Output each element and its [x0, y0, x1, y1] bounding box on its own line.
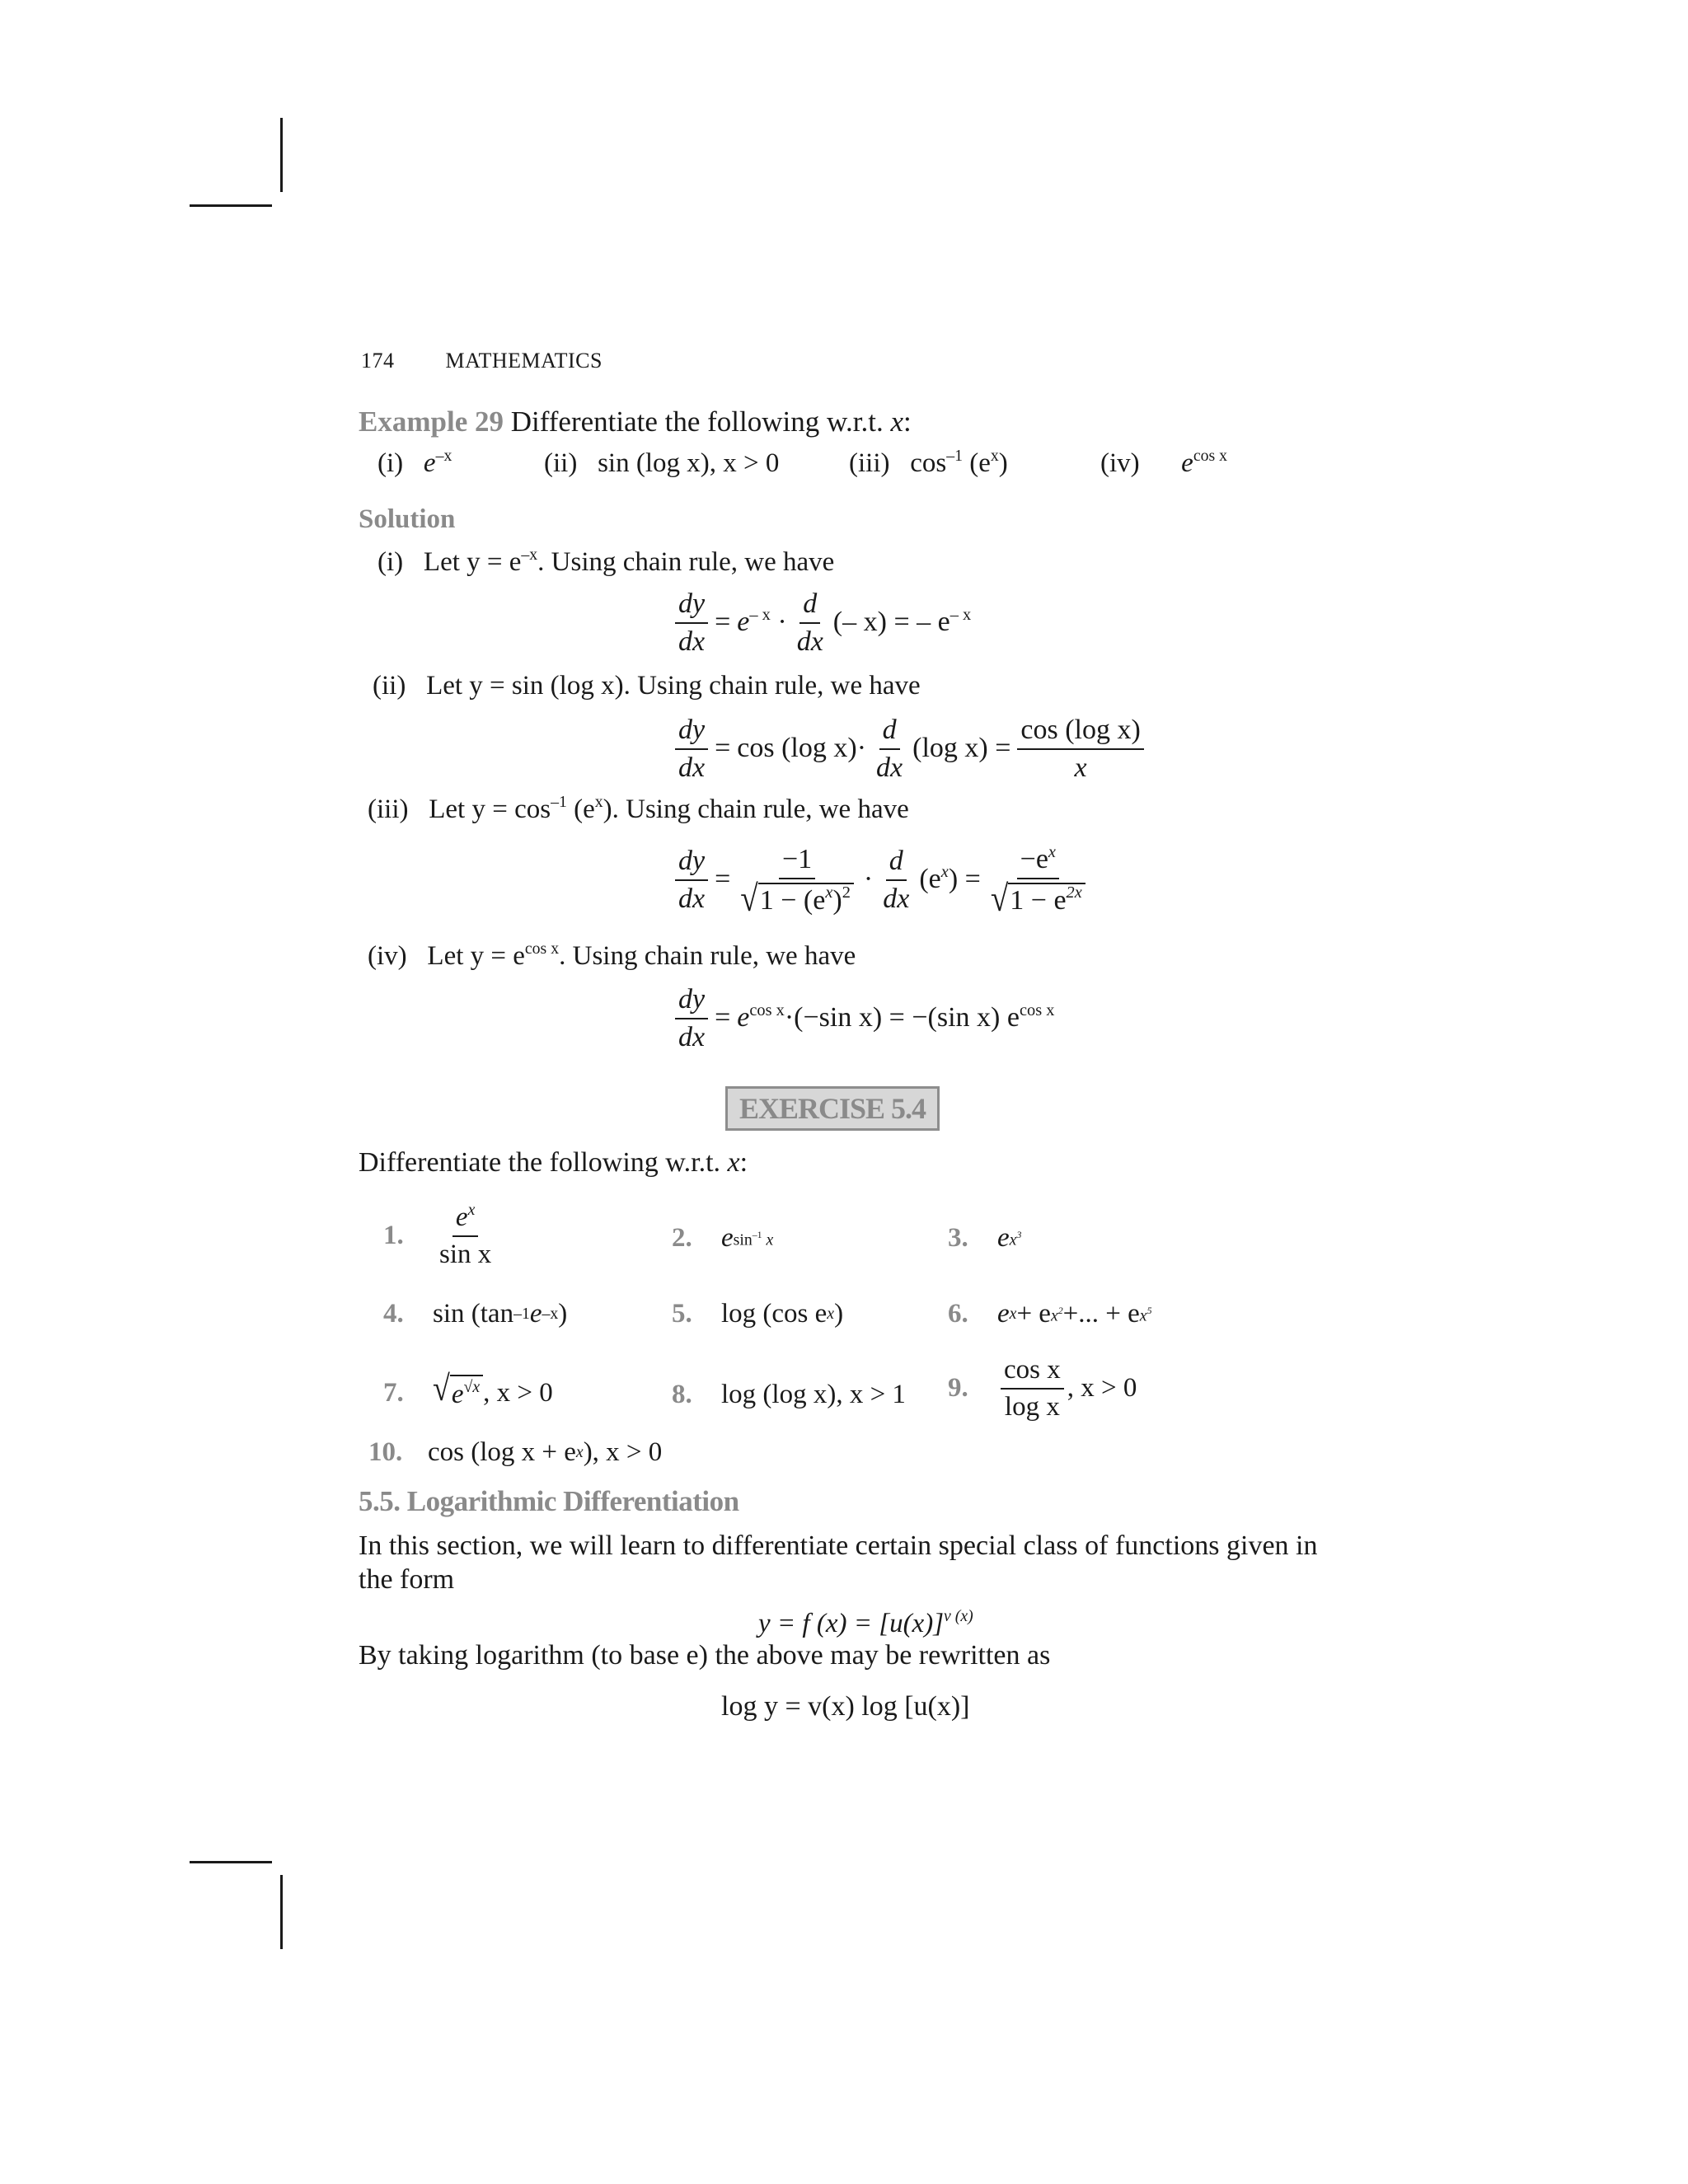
- example-part-3: (iii) $\cos^{-1} (e^x)$: [849, 447, 1008, 478]
- example-part-2: (ii) sin (log x), x > 0: [544, 448, 780, 478]
- equation-1: $\frac{dy}{dx}$ = $e^{- x}$ · $\frac{d}{dx}$ (– x) = – $e^{- x}$: [672, 589, 974, 656]
- example-label: Example 29: [359, 405, 504, 438]
- example-part-4: (iv) $e^{cos x}$: [1100, 447, 1228, 478]
- exercise-item-5: 5. log (cos e $^x$ ): [672, 1299, 844, 1329]
- equation-2: $\frac{dy}{dx}$ = cos (log x)· $\frac{d}{dx}$ (log x) = $\frac{\text{cos (log x)}}{x}$: [672, 715, 1147, 782]
- equation-3: $\frac{dy}{dx}$ = −1 √ $1 - (e^x)^2$ · $\frac{d}{dx}$ $(e^x)$ = $-e^x$ √ $1 - e^{2x}$: [672, 845, 1092, 915]
- example-part-1: (i) $e^{-x}$: [377, 447, 452, 478]
- section-paragraph-2: By taking logarithm (to base e) the above may be rewritten as: [359, 1640, 1051, 1671]
- solution-step-4: (iv) Let $y = e^{cos x}$. Using chain rule, we have: [368, 940, 856, 971]
- exercise-title: EXERCISE 5.4: [725, 1086, 940, 1131]
- solution-step-3: (iii) Let $y = \cos^{-1} (e^x)$. Using chain rule, we have: [368, 793, 909, 824]
- exercise-item-7: 7. √ $e^{√x}$ , x > 0: [383, 1375, 553, 1412]
- crop-mark-top-vertical: [280, 118, 283, 192]
- section-equation-2: log y = v(x) log [u(x)]: [721, 1691, 970, 1722]
- example-prompt: Differentiate the following w.r.t.: [510, 405, 884, 438]
- exercise-item-6: 6. e $^x$ + e $^{x^2}$ +... + e $^{x^5}$: [948, 1299, 1152, 1329]
- crop-mark-top-horizontal: [190, 204, 272, 207]
- solution-step-2: (ii) Let y = sin (log x). Using chain rule, we have: [373, 671, 921, 701]
- exercise-item-8: 8. log (log x), x > 1: [672, 1380, 906, 1409]
- page-header: [361, 348, 603, 375]
- book-title: MATHEMATICS: [445, 349, 603, 373]
- exercise-item-10: 10. cos (log x + e $^x$ ), x > 0: [368, 1437, 663, 1467]
- exercise-item-9: 9. $\frac{\text{cos x}}{\text{log x}}$ , x > 0: [948, 1355, 1137, 1422]
- solution-heading: Solution: [359, 504, 456, 534]
- example-heading: Example 29 Differentiate the following w.r.t. x:: [359, 405, 912, 438]
- exercise-item-2: 2. e $^{sin^{-1} x}$: [672, 1223, 774, 1253]
- exercise-item-3: 3. e $^{x^3}$: [948, 1223, 1022, 1253]
- section-title: 5.5. Logarithmic Differentiation: [359, 1485, 739, 1517]
- section-equation-1: y = f $(x) = [u(x)]^{v (x)}$: [758, 1607, 973, 1638]
- crop-mark-bottom-vertical: [280, 1875, 283, 1949]
- page-number: 174: [361, 349, 395, 373]
- exercise-prompt: Differentiate the following w.r.t. x:: [359, 1147, 748, 1178]
- exercise-item-4: 4. sin (tan $^{-1}$ e $^{-x}$ ): [383, 1299, 568, 1329]
- equation-4: $\frac{dy}{dx}$ = $e^{cos x}\cdot(-\sin$ x) = −(sin x) $e^{cos x}$: [672, 985, 1057, 1052]
- exercise-item-1: 1. $\frac{e^x}{\text{sin x}}$: [383, 1201, 492, 1269]
- crop-mark-bottom-horizontal: [190, 1861, 272, 1863]
- solution-step-1: (i) Let $y = e^{-x}$. Using chain rule, we have: [377, 546, 835, 577]
- section-paragraph-1: In this section, we will learn to differentiate certain special class of functions given in the form: [359, 1530, 1318, 1595]
